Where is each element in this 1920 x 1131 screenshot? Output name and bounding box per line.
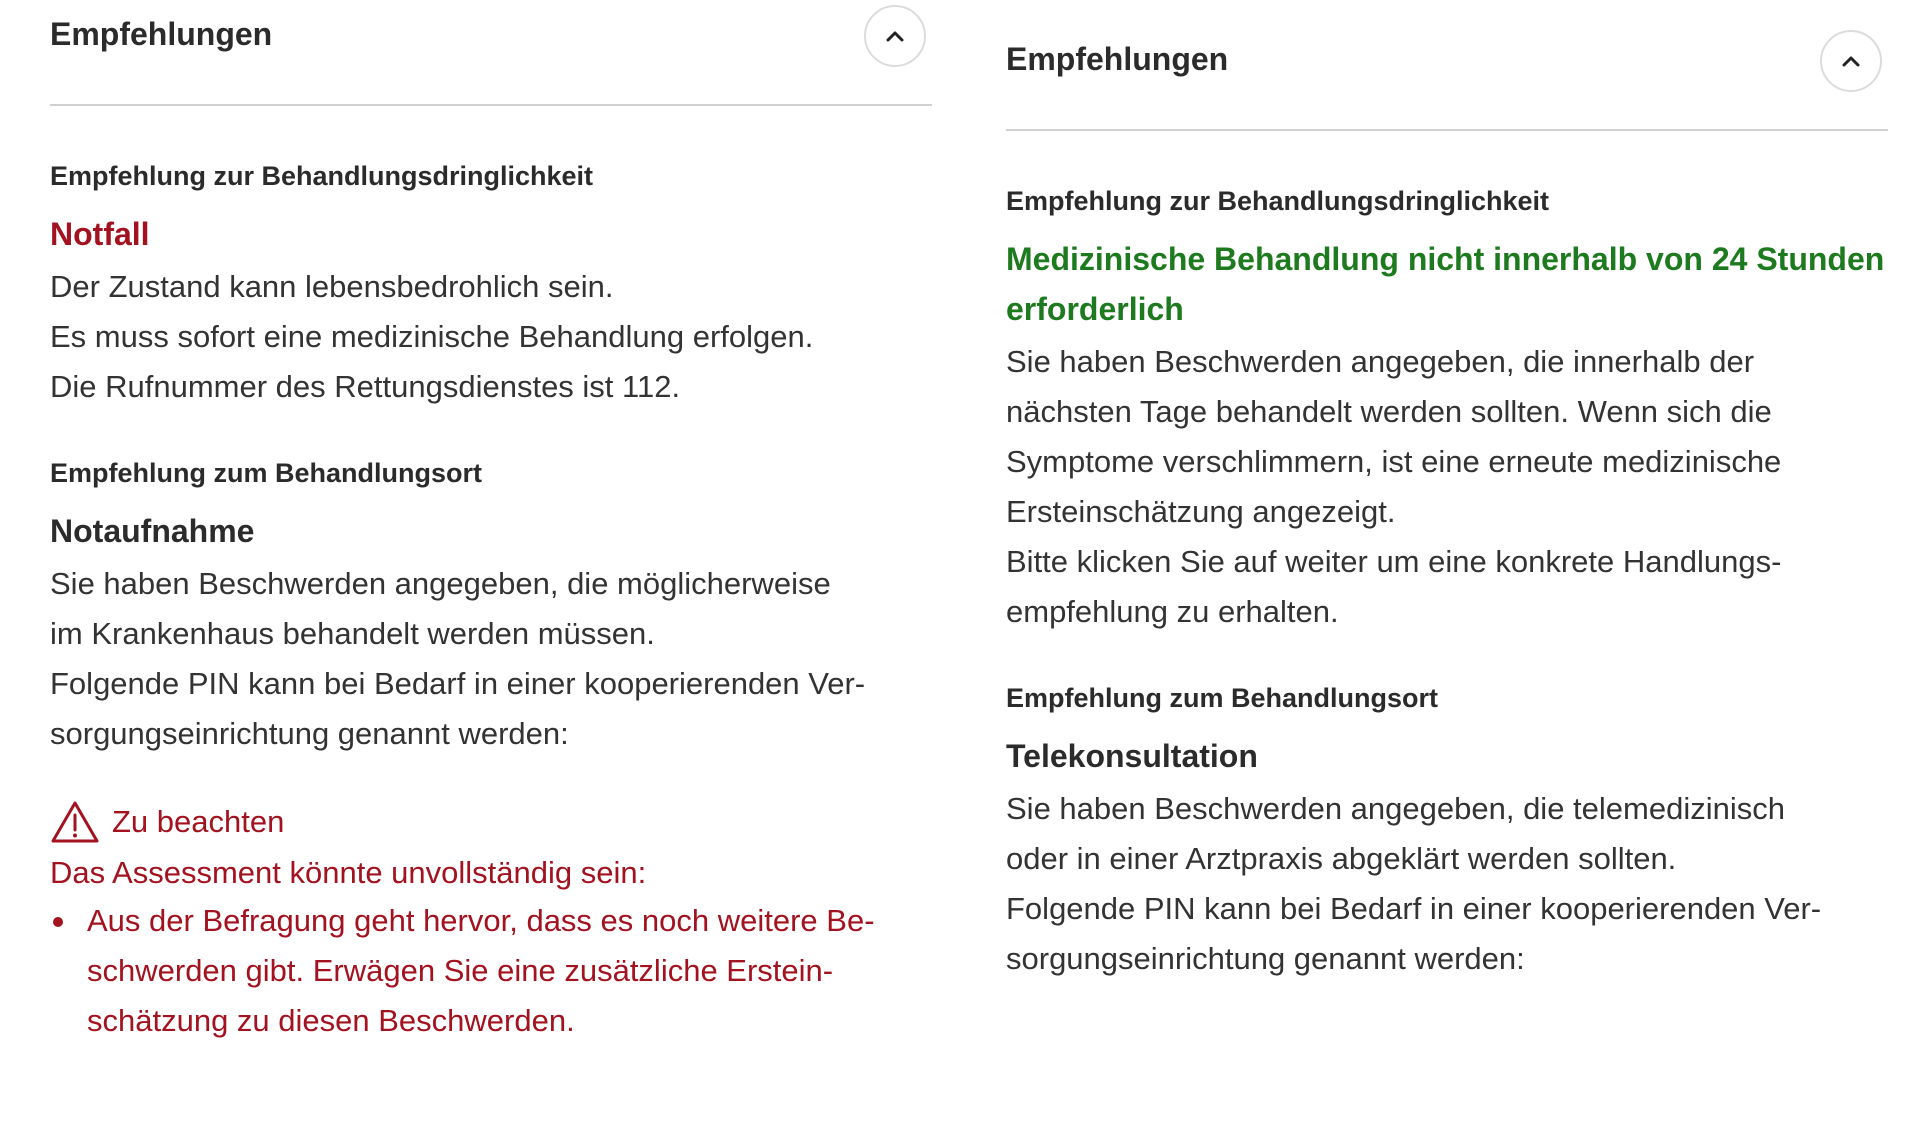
urgency-title: Notfall	[50, 216, 150, 252]
urgency-section-label: Empfehlung zur Behandlungsdringlichkeit	[1006, 186, 1550, 216]
text-line: empfehlung zu erhalten.	[1006, 594, 1339, 629]
chevron-up-icon	[884, 25, 906, 47]
text-line: Medizinische Behandlung nicht innerhalb von 24 Stunden	[1006, 241, 1885, 277]
collapse-button[interactable]	[864, 5, 926, 67]
text-line: Folgende PIN kann bei Bedarf in einer kooperierenden Ver-	[1006, 891, 1822, 926]
location-section-label: Empfehlung zum Behandlungsort	[1006, 683, 1438, 713]
text-line: Es muss sofort eine medizinische Behandlung erfolgen.	[50, 319, 814, 354]
text-line: im Krankenhaus behandelt werden müssen.	[50, 616, 655, 651]
warning-title: Zu beachten	[112, 804, 285, 839]
urgency-description	[1006, 337, 1888, 637]
list-item	[50, 896, 932, 1046]
text-line: erforderlich	[1006, 291, 1184, 327]
recommendations-panel-left	[50, 0, 932, 1046]
collapse-button[interactable]	[1820, 30, 1882, 92]
chevron-up-icon	[1840, 50, 1862, 72]
panel-header	[1006, 25, 1888, 131]
warning-text: Das Assessment könnte unvollständig sein:	[50, 855, 647, 890]
urgency-description	[50, 262, 932, 412]
warning-triangle-icon	[50, 800, 100, 844]
text-line: Sie haben Beschwerden angegeben, die möglicherweise	[50, 566, 831, 601]
text-line: nächsten Tage behandelt werden sollten. Wenn sich die	[1006, 394, 1772, 429]
text-line: Der Zustand kann lebensbedrohlich sein.	[50, 269, 614, 304]
urgency-section-label: Empfehlung zur Behandlungsdringlichkeit	[50, 161, 594, 191]
text-line: Sie haben Beschwerden angegeben, die telemedizinisch	[1006, 791, 1785, 826]
text-line: schätzung zu diesen Beschwerden.	[87, 1003, 575, 1038]
text-line: Bitte klicken Sie auf weiter um eine konkrete Handlungs-	[1006, 544, 1782, 579]
text-line: Sie haben Beschwerden angegeben, die innerhalb der	[1006, 344, 1755, 379]
location-section-label: Empfehlung zum Behandlungsort	[50, 458, 482, 488]
text-line: Die Rufnummer des Rettungsdienstes ist 112.	[50, 369, 681, 404]
text-line: Symptome verschlimmern, ist eine erneute medizinische	[1006, 444, 1782, 479]
panel-header	[50, 0, 932, 106]
urgency-title	[1006, 234, 1888, 334]
panel-title: Empfehlungen	[1006, 41, 1229, 77]
warning-list	[50, 896, 932, 1046]
recommendations-panel-right	[1006, 25, 1888, 984]
location-title: Telekonsultation	[1006, 738, 1258, 774]
panel-title: Empfehlungen	[50, 16, 273, 52]
text-line: schwerden gibt. Erwägen Sie eine zusätzliche Erstein-	[87, 953, 834, 988]
text-line: sorgungseinrichtung genannt werden:	[50, 716, 569, 751]
location-title: Notaufnahme	[50, 513, 255, 549]
location-description	[50, 559, 932, 759]
text-line: oder in einer Arztpraxis abgeklärt werden sollten.	[1006, 841, 1677, 876]
warning-heading	[50, 797, 932, 847]
text-line: Folgende PIN kann bei Bedarf in einer kooperierenden Ver-	[50, 666, 866, 701]
text-line: sorgungseinrichtung genannt werden:	[1006, 941, 1525, 976]
location-description	[1006, 784, 1888, 984]
text-line: Ersteinschätzung angezeigt.	[1006, 494, 1396, 529]
text-line: Aus der Befragung geht hervor, dass es noch weitere Be-	[87, 903, 875, 938]
